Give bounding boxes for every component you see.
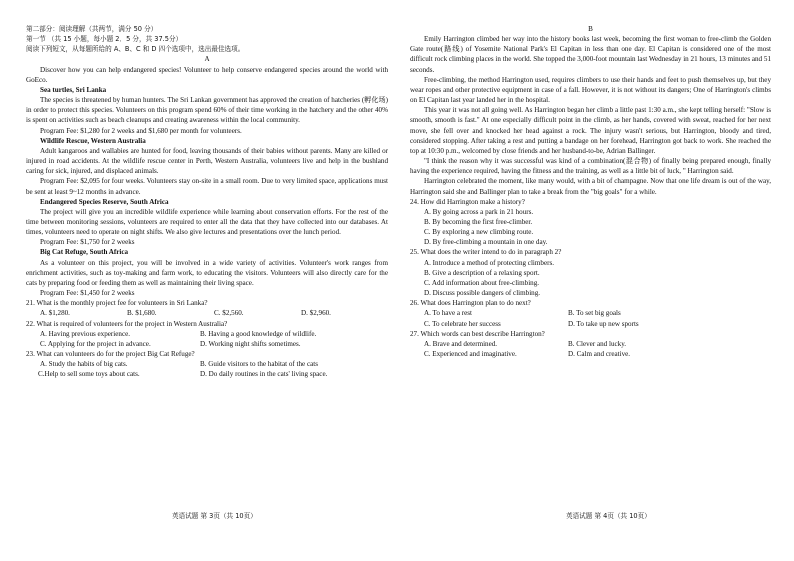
options-row [424, 349, 771, 359]
question-stem: 27. Which words can best describe Harrington? [410, 329, 545, 338]
passage-paragraph: "I think the reason why it was successful was kind of a combination(混合物) of finally being prepared enough, finally having the experience required, having the fitness and the training, as well as a little bit of luck, " Harrington said. [410, 157, 771, 176]
passage-paragraph: Emily Harrington climbed her way into the history books last week, becoming the first woman to free-climb the Golden Gate route(路线) of Yosemite National Park's El Capitan in less than one day. El Capitan is considered one of the most difficult rock climbing places in the world. She topped the 3,000-foot mountain last Wednesday in 21 hours, 13 minutes and 51 seconds. [410, 35, 771, 74]
program-section [26, 136, 388, 197]
program-title: Endangered Species Reserve, South Africa [40, 197, 169, 206]
question-22 [26, 319, 388, 349]
option-a[interactable]: A. Having previous experience. [40, 329, 131, 338]
program-body: The project will give you an incredible wildlife experience while learning about conservation efforts. For the rest of the time between monitoring sessions, volunteers are required to enter all the data that they have collected into our databases. At times, volunteers need to operate on night shifts. We also give lectures and presentations over the lunch period. [26, 207, 388, 237]
options-row [40, 329, 388, 339]
question-25 [410, 247, 771, 298]
options-row [40, 308, 388, 318]
option-b[interactable]: B. Guide visitors to the habitat of the cats [200, 360, 319, 369]
program-fee: Program Fee: $1,450 for 2 weeks [40, 289, 135, 298]
option-c[interactable]: C.Help to sell some toys about cats. [38, 370, 140, 379]
option-d[interactable]: D. By free-climbing a mountain in one day. [424, 238, 548, 247]
passage-paragraph: Free-climbing, the method Harrington used, requires climbers to use their hands and feet to push themselves up, but they wear ropes and other protective equipment in case of a fall. However, it is not without its dangers; One of Harrington's climbs on El Capitan last year landed her in the hospital. [410, 75, 771, 105]
program-title: Sea turtles, Sri Lanka [40, 85, 107, 94]
option-a[interactable]: A. Brave and determined. [424, 339, 498, 348]
options-row [424, 308, 771, 318]
option-b[interactable]: B. $1,680. [127, 309, 157, 318]
option-b[interactable]: B. By becoming the first free-climber. [424, 217, 533, 226]
passage-paragraph: This year it was not all going well. As Harrington began her climb a little past 1:30 a.m., she kept telling herself: "Slow is smooth, smooth is fast." At one especially difficult point in the climb, as her hands, covered with sweat, reached for her next move, she fell over and knocked her head against a rock. The injury wasn't serious, but Harrington, bloody and tired, considered stopping. After taking a rest and putting a bandage on her forehead, Harrington got back to work. She reached the top at 10:30 p.m., welcomed by close friends and her husband-to-be, Adrian Ballinger. [410, 106, 771, 155]
option-b[interactable]: B. To set big goals [568, 309, 621, 318]
question-23 [26, 349, 388, 379]
question-stem: 25. What does the writer intend to do in paragraph 2? [410, 248, 562, 257]
option-d[interactable]: D. Working night shifts sometimes. [200, 339, 301, 348]
option-c[interactable]: C. Experienced and imaginative. [424, 350, 517, 358]
program-body: The species is threatened by human hunters. The Sri Lankan government has approved the creation of hatcheries (孵化场) in order to protect this species. Volunteers on this program spend 60% of their time working in the hatchery and the other 40% is spent on activities such as beach cleanups and creating awareness within the local community. [26, 96, 388, 125]
option-c[interactable]: C. Applying for the project in advance. [40, 339, 151, 348]
question-21 [26, 298, 388, 318]
question-26 [410, 298, 771, 328]
option-a[interactable]: A. $1,280. [40, 309, 70, 318]
options-row [40, 359, 388, 369]
question-stem: 21. What is the monthly project fee for volunteers in Sri Lanka? [26, 299, 208, 308]
option-a[interactable]: A. By going across a park in 21 hours. [424, 207, 534, 216]
question-stem: 23. What can volunteers do for the project Big Cat Refuge? [26, 350, 195, 358]
program-body: As a volunteer on this project, you will be involved in a wide variety of activities. Volunteer's work ranges from enrichment activities, such as toy-making and farm work, to educating the visitors. Volunteers will also directly care for the cats by preparing food or feeding them as well as maintaining their living space. [26, 258, 388, 287]
passage-intro: Discover how you can help endangered species! Volunteer to help conserve endangered species around the world with GoEco. [26, 65, 388, 84]
program-fee: Program Fee: $1,750 for 2 weeks [40, 238, 135, 247]
option-b[interactable]: B. Having a good knowledge of wildlife. [200, 329, 317, 338]
question-27 [410, 329, 771, 359]
option-d[interactable]: D. Calm and creative. [568, 350, 631, 358]
passage-paragraph: Harrington celebrated the moment, like many would, with a bit of champagne. Now that one life dream is out of the way, Harrington said she and Ballinger plan to take a break from the "big goals" for a while. [410, 177, 771, 196]
program-body: Adult kangaroos and wallabies are hunted for food, leaving thousands of their babies without parents. Many are killed or injured in road accidents. At the wildlife rescue center in Perth, Western Australia, volunteers live and help in the bushland caring for sick, injured, and displaced animals. [26, 146, 388, 176]
question-24 [410, 197, 771, 248]
option-b[interactable]: B. Give a description of a relaxing sport. [424, 268, 540, 277]
options-row [424, 319, 771, 329]
options-row [38, 369, 388, 379]
option-d[interactable]: D. To take up new sports [568, 319, 639, 328]
option-a[interactable]: A. Study the habits of big cats. [40, 360, 128, 369]
option-a[interactable]: A. To have a rest [424, 309, 473, 318]
options-row [40, 339, 388, 349]
left-page-column [26, 24, 388, 379]
program-section [26, 197, 388, 248]
option-c[interactable]: C. By exploring a new climbing route. [424, 228, 534, 237]
option-d[interactable]: D. Discuss possible dangers of climbing. [424, 289, 541, 298]
right-page-footer: 英语试题 第 4页（共 10页） [566, 512, 651, 520]
part-header: 第二部分：阅读理解（共两节，满分 50 分） [26, 25, 158, 33]
option-c[interactable]: C. $2,560. [214, 309, 244, 318]
options-row [424, 339, 771, 349]
program-fee: Program Fee: $1,280 for 2 weeks and $1,680 per month for volunteers. [40, 126, 242, 135]
question-stem: 26. What does Harrington plan to do next? [410, 299, 531, 308]
program-fee: Program Fee: $2,095 for four weeks. Volunteers stay on-site in a small room. Due to very limited space, applications must be sent at least 9~12 months in advance. [26, 177, 388, 196]
option-b[interactable]: B. Clever and lucky. [568, 339, 627, 348]
program-section [26, 85, 388, 136]
passage-letter: B [588, 25, 593, 33]
section-header: 第一节 （共 15 小题，每小题 2．5 分，共 37.5分） [26, 35, 183, 44]
question-stem: 22. What is required of volunteers for the project in Western Australia? [26, 319, 228, 328]
option-d[interactable]: D. $2,960. [301, 309, 331, 318]
option-d[interactable]: D. Do daily routines in the cats' living space. [200, 370, 328, 379]
option-c[interactable]: C. To celebrate her success [424, 319, 501, 328]
question-stem: 24. How did Harrington make a history? [410, 197, 525, 206]
program-title: Wildlife Rescue, Western Australia [40, 136, 146, 145]
program-section [26, 247, 388, 298]
program-title: Big Cat Refuge, South Africa [40, 248, 129, 257]
option-c[interactable]: C. Add information about free-climbing. [424, 278, 540, 287]
left-page-footer: 英语试题 第 3页（共 10页） [172, 512, 257, 520]
passage-letter: A [204, 55, 210, 64]
right-page-column [410, 24, 771, 359]
option-a[interactable]: A. Introduce a method of protecting climbers. [424, 258, 555, 267]
instructions: 阅读下列短文，从每题所给的 A、B、C 和 D 四个选项中，选出最佳选项。 [26, 45, 245, 54]
